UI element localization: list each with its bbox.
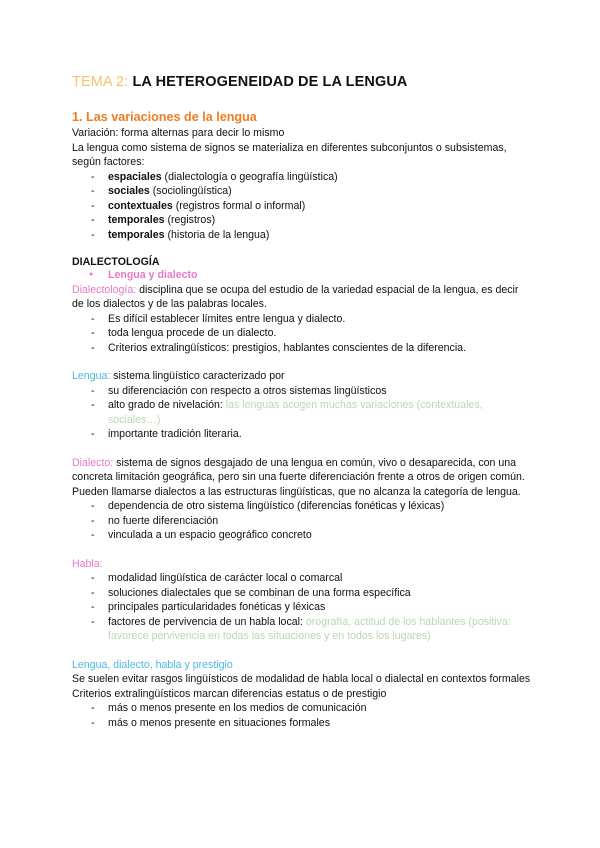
habla-list bbox=[72, 571, 532, 644]
page-title bbox=[72, 74, 532, 90]
prestigio-list bbox=[72, 701, 532, 730]
term-habla: Habla: bbox=[72, 557, 103, 570]
list-item: - soluciones dialectales que se combinan de una forma específica bbox=[72, 586, 532, 601]
section-heading-prestigio: Lengua, dialecto, habla y prestigio bbox=[72, 658, 233, 671]
list-item: - más o menos presente en los medios de comunicación bbox=[72, 701, 532, 716]
list-item: - Criterios extralingüísticos: prestigios, hablantes conscientes de la diferencia. bbox=[72, 341, 532, 356]
list-item: - toda lengua procede de un dialecto. bbox=[72, 326, 532, 341]
list-item: - importante tradición literaria. bbox=[72, 427, 532, 442]
subheading-lengua-y-dialecto: ● Lengua y dialecto bbox=[72, 268, 532, 283]
list-item: - dependencia de otro sistema lingüístico (diferencias fonéticas y léxicas) bbox=[72, 499, 532, 514]
list-item: - espaciales (dialectología o geografía lingüística) bbox=[72, 170, 532, 185]
list-item: - alto grado de nivelación: las lenguas acogen muchas variaciones (contextuales, sociales…) bbox=[72, 398, 532, 427]
term-dialecto: Dialecto: bbox=[72, 456, 114, 469]
list-item: - temporales (historia de la lengua) bbox=[72, 228, 532, 243]
list-item: - sociales (sociolingüística) bbox=[72, 184, 532, 199]
prestigio-paragraph-2: Criterios extralingüísticos marcan diferencias estatus o de prestigio bbox=[72, 687, 387, 700]
pervivencia-note: orografía, actitud de los hablantes (positiva: favorece pervivencia en todas las situaciones y en todos los lugares) bbox=[108, 615, 511, 642]
list-item: - principales particularidades fonéticas y léxicas bbox=[72, 600, 532, 615]
dialecto-definition: Dialecto: sistema de signos desgajado de una lengua en común, vivo o desaparecida, con una concreta limitación geográfica, pero sin una fuerte diferenciación frente a otros de origen común. Pueden llamarse dialectos a las estructuras lingüísticas, que no alcanza la categoría de lengua. bbox=[72, 456, 525, 498]
term-dialectologia: Dialectología: bbox=[72, 283, 137, 296]
factors-list bbox=[72, 170, 532, 243]
list-item: - su diferenciación con respecto a otros sistemas lingüísticos bbox=[72, 384, 532, 399]
title-text: LA HETEROGENEIDAD DE LA LENGUA bbox=[132, 74, 408, 90]
lengua-definition: Lengua: sistema lingüístico caracterizado por bbox=[72, 370, 285, 382]
dialecto-list bbox=[72, 499, 532, 543]
variacion-definition: Variación: forma alternas para decir lo mismo bbox=[72, 127, 285, 139]
section-heading-variaciones: 1. Las variaciones de la lengua bbox=[72, 110, 257, 124]
list-item: - contextuales (registros formal o informal) bbox=[72, 199, 532, 214]
term-lengua: Lengua: bbox=[72, 370, 111, 382]
list-item: - vinculada a un espacio geográfico concreto bbox=[72, 528, 532, 543]
nivelacion-note: las lenguas acogen muchas variaciones (contextuales, sociales…) bbox=[108, 399, 483, 426]
list-item: - factores de pervivencia de un habla local: orografía, actitud de los hablantes (positiva: favorece pervivencia en todas las situaciones y en todos los lugares) bbox=[72, 615, 532, 644]
list-item: - modalidad lingüística de carácter local o comarcal bbox=[72, 571, 532, 586]
list-item: - Es difícil establecer límites entre lengua y dialecto. bbox=[72, 312, 532, 327]
variaciones-intro: La lengua como sistema de signos se materializa en diferentes subconjuntos o subsistemas, según factores: bbox=[72, 141, 507, 168]
prestigio-paragraph-1: Se suelen evitar rasgos lingüísticos de modalidad de habla local o dialectal en contextos formales bbox=[72, 673, 531, 685]
lengua-list bbox=[72, 384, 532, 442]
dialectologia-definition: Dialectología: disciplina que se ocupa del estudio de la variedad espacial de la lengua, es decir de los dialectos y de las palabras locales. bbox=[72, 283, 519, 310]
list-item: - temporales (registros) bbox=[72, 213, 532, 228]
title-number: TEMA 2: bbox=[72, 74, 129, 90]
document-page bbox=[72, 74, 532, 730]
list-item: - no fuerte diferenciación bbox=[72, 514, 532, 529]
section-heading-dialectologia: DIALECTOLOGÍA bbox=[72, 256, 160, 268]
list-item: - más o menos presente en situaciones formales bbox=[72, 716, 532, 731]
dialectologia-list bbox=[72, 312, 532, 356]
